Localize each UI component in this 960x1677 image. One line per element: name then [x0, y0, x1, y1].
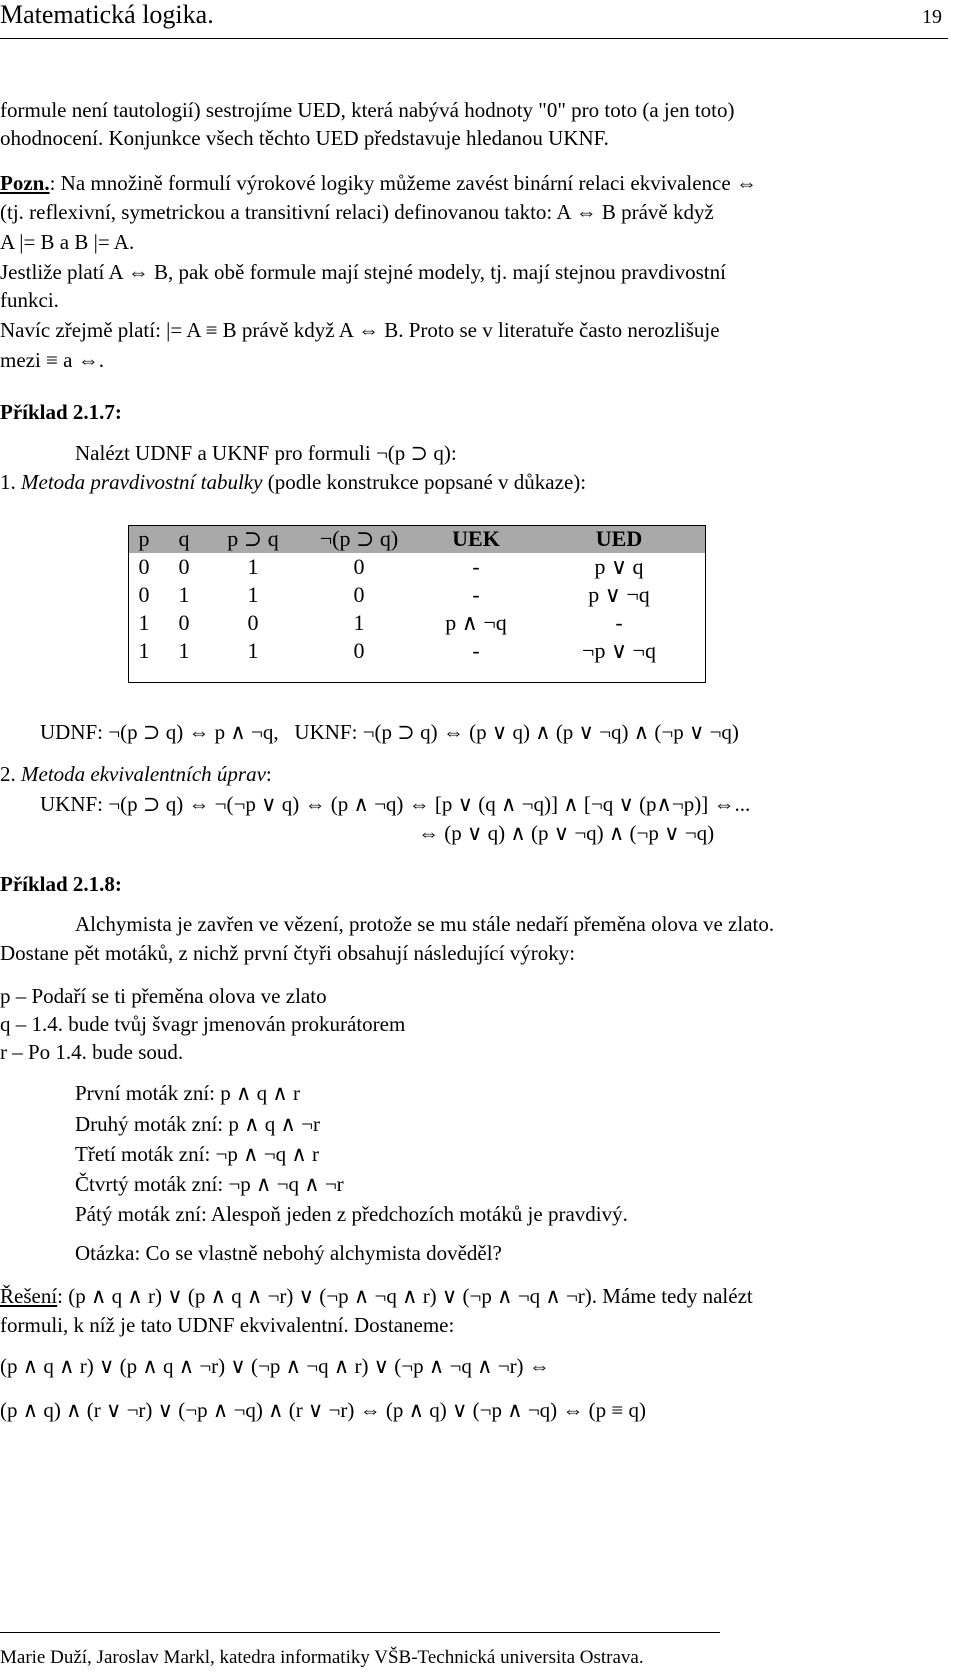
table-cell: 0 [353, 638, 365, 663]
method-heading: 2. Metoda ekvivalentních úprav: [0, 762, 272, 786]
table-cell: 1 [247, 638, 259, 663]
note-slip-line: Pátý moták zní: Alespoň jeden z předchozích motáků je pravdivý. [75, 1202, 628, 1226]
paragraph-line: formule není tautologií) sestrojíme UED, která nabývá hodnoty "0" pro toto (a jen toto) [0, 98, 735, 122]
table-cell: 1 [178, 582, 190, 607]
definition-line: r – Po 1.4. bude soud. [0, 1040, 184, 1064]
table-row [128, 609, 706, 637]
derivation-line: (p ∧ q ∧ r) ∨ (p ∧ q ∧ ¬r) ∨ (¬p ∧ ¬q ∧ r) ∨ (¬p ∧ ¬q ∧ ¬r) ⇔ [0, 1354, 550, 1378]
footer-rule [0, 1632, 720, 1633]
note-slip-line: Třetí moták zní: ¬p ∧ ¬q ∧ r [75, 1142, 319, 1166]
example-title: Příklad 2.1.8: [0, 872, 122, 896]
note-line: (tj. reflexivní, symetrickou a transitivní relaci) definovanou takto: A ⇔ B právě když [0, 200, 714, 224]
table-cell: - [472, 582, 480, 607]
question-line: Otázka: Co se vlastně nebohý alchymista dověděl? [75, 1241, 502, 1265]
table-cell: 0 [178, 554, 190, 579]
method-heading: 1. Metoda pravdivostní tabulky (podle konstrukce popsané v důkaze): [0, 470, 587, 494]
table-cell: 1 [247, 554, 259, 579]
paragraph-line: Dostane pět motáků, z nichž první čtyři obsahují následující výroky: [0, 941, 576, 965]
note-slip-line: Čtvrtý moták zní: ¬p ∧ ¬q ∧ ¬r [75, 1172, 344, 1196]
note-label: Pozn. [0, 171, 50, 195]
note-slip-line: První moták zní: p ∧ q ∧ r [75, 1081, 300, 1105]
page-header-title: Matematická logika. [0, 0, 214, 29]
page-footer: Marie Duží, Jaroslav Markl, katedra informatiky VŠB-Technická universita Ostrava. [0, 1647, 644, 1668]
table-header-cell: UEK [420, 525, 532, 553]
solution-line: Řešení: (p ∧ q ∧ r) ∨ (p ∧ q ∧ ¬r) ∨ (¬p ∧ ¬q ∧ r) ∨ (¬p ∧ ¬q ∧ ¬r). Máme tedy nalézt [0, 1284, 753, 1308]
solution-line: formuli, k níž je tato UDNF ekvivalentní. Dostaneme: [0, 1313, 455, 1337]
note-line: mezi ≡ a ⇔. [0, 348, 104, 372]
paragraph-line: ohodnocení. Konjunkce všech těchto UED představuje hledanou UKNF. [0, 126, 609, 150]
table-cell: 0 [138, 582, 150, 607]
paragraph-line: Alchymista je zavřen ve vězení, protože se mu stále nedaří přeměna olova ve zlato. [75, 912, 775, 936]
table-cell: 0 [138, 554, 150, 579]
table-row [128, 637, 706, 665]
result-line: UDNF: ¬(p ⊃ q) ⇔ p ∧ ¬q, UKNF: ¬(p ⊃ q) ⇔ (p ∨ q) ∧ (p ∨ ¬q) ∧ (¬p ∨ ¬q) [40, 720, 739, 744]
example-task: Nalézt UDNF a UKNF pro formuli ¬(p ⊃ q): [75, 441, 457, 465]
table-cell: 0 [178, 610, 190, 635]
solution-label: Řešení [0, 1284, 58, 1308]
note-slip-line: Druhý moták zní: p ∧ q ∧ ¬r [75, 1112, 320, 1136]
table-header-cell: p [128, 525, 160, 553]
table-cell: 1 [178, 638, 190, 663]
note-line: Pozn.: Na množině formulí výrokové logiky můžeme zavést binární relaci ekvivalence ⇔ [0, 171, 757, 195]
page-number: 19 [922, 6, 942, 28]
table-header-cell: q [160, 525, 208, 553]
derivation-line: UKNF: ¬(p ⊃ q) ⇔ ¬(¬p ∨ q) ⇔ (p ∧ ¬q) ⇔ [p ∨ (q ∧ ¬q)] ∧ [¬q ∨ (p∧¬p)] ⇔... [40, 792, 751, 816]
table-cell: p ∧ ¬q [445, 610, 507, 635]
table-header-cell: UED [532, 525, 706, 553]
table-cell: 0 [353, 582, 365, 607]
truth-table [128, 525, 706, 665]
table-cell: p ∨ q [594, 554, 644, 579]
table-cell: 0 [353, 554, 365, 579]
table-row [128, 581, 706, 609]
note-line: Navíc zřejmě platí: |= A ≡ B právě když A ⇔ B. Proto se v literatuře často nerozlišuje [0, 318, 720, 342]
table-header-row [128, 525, 706, 553]
note-line: funkci. [0, 288, 59, 312]
table-cell: 1 [138, 638, 150, 663]
table-cell: ¬p ∨ ¬q [582, 638, 656, 663]
table-cell: p ∨ ¬q [588, 582, 650, 607]
table-cell: 0 [247, 610, 259, 635]
table-header-cell: ¬(p ⊃ q) [298, 525, 420, 553]
table-cell: - [472, 554, 480, 579]
note-line: Jestliže platí A ⇔ B, pak obě formule mají stejné modely, tj. mají stejnou pravdivostní [0, 260, 726, 284]
table-header-cell: p ⊃ q [208, 525, 298, 553]
definition-line: p – Podaří se ti přeměna olova ve zlato [0, 984, 327, 1008]
header-rule [0, 38, 948, 39]
note-line: A |= B a B |= A. [0, 230, 135, 254]
table-cell: 1 [353, 610, 365, 635]
table-cell: 1 [138, 610, 150, 635]
table-cell: - [472, 638, 480, 663]
derivation-line: (p ∧ q) ∧ (r ∨ ¬r) ∨ (¬p ∧ ¬q) ∧ (r ∨ ¬r) ⇔ (p ∧ q) ∨ (¬p ∧ ¬q) ⇔ (p ≡ q) [0, 1398, 646, 1422]
definition-line: q – 1.4. bude tvůj švagr jmenován prokurátorem [0, 1012, 406, 1036]
table-row [128, 553, 706, 581]
derivation-line: ⇔ (p ∨ q) ∧ (p ∨ ¬q) ∧ (¬p ∨ ¬q) [418, 821, 715, 845]
table-cell: - [615, 610, 623, 635]
example-title: Příklad 2.1.7: [0, 400, 122, 424]
table-cell: 1 [247, 582, 259, 607]
